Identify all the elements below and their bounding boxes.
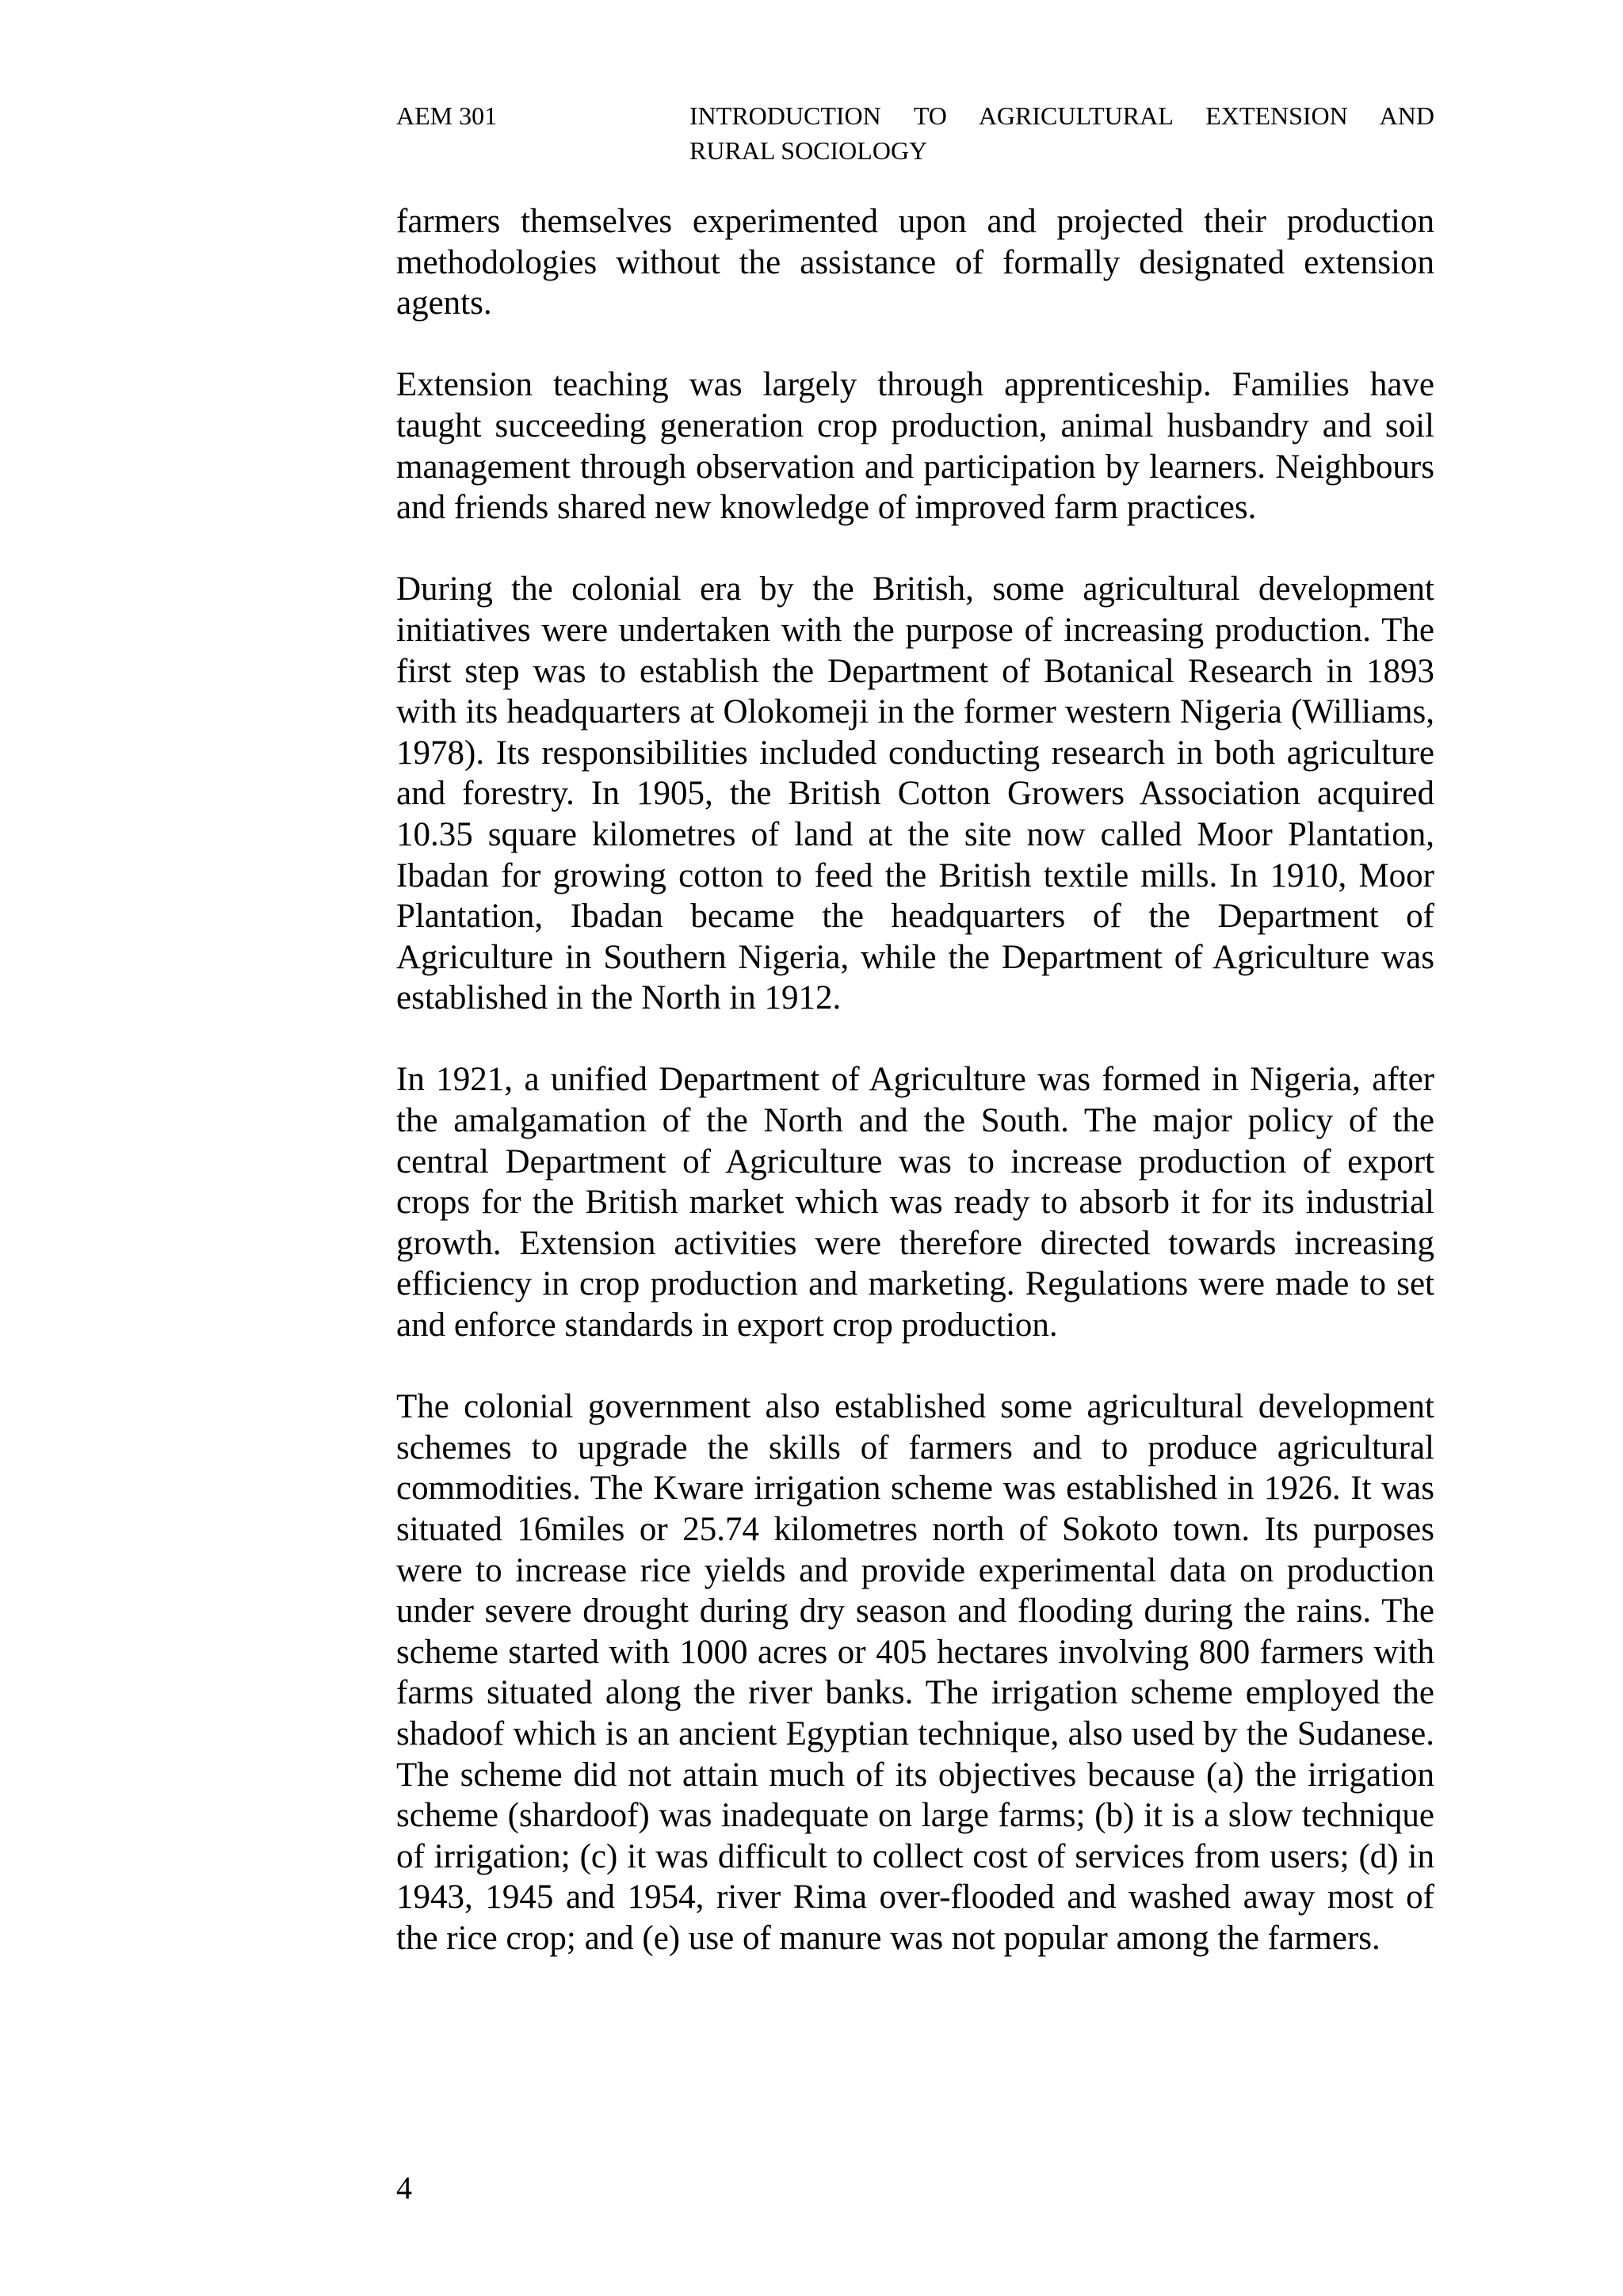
- course-title-line-1: INTRODUCTION TO AGRICULTURAL EXTENSION AND: [689, 101, 1434, 130]
- paragraph-unified-department: In 1921, a unified Department of Agriculture was formed in Nigeria, after the amalgamation of the North and the South. The major policy of the central Department of Agriculture was to increase production of export crops for the British market which was ready to absorb it for its industrial growth. Extension activities were therefore directed towards increasing efficiency in crop production and marketing. Regulations were made to set and enforce standards in export crop production.: [396, 1061, 1434, 1344]
- course-code: AEM 301: [396, 101, 498, 130]
- page-number: 4: [396, 2170, 412, 2206]
- course-title-line-2: RURAL SOCIOLOGY: [689, 136, 928, 165]
- paragraph-extension-teaching: Extension teaching was largely through apprenticeship. Families have taught succeeding generation crop production, animal husbandry and soil management through observation and participation by learners. Neighbours and friends shared new knowledge of improved farm practices.: [396, 366, 1434, 527]
- body-text: [396, 201, 1434, 2000]
- course-title: [689, 98, 1434, 168]
- paragraph-continuation: farmers themselves experimented upon and projected their production methodologies without the assistance of formally designated extension agents.: [396, 203, 1434, 322]
- paragraph-kware-irrigation: The colonial government also established some agricultural development schemes to upgrade the skills of farmers and to produce agricultural commodities. The Kware irrigation scheme was established in 1926. It was situated 16miles or 25.74 kilometres north of Sokoto town. Its purposes were to increase rice yields and provide experimental data on production under severe drought during dry season and flooding during the rains. The scheme started with 1000 acres or 405 hectares involving 800 farmers with farms situated along the river banks. The irrigation scheme employed the shadoof which is an ancient Egyptian technique, also used by the Sudanese. The scheme did not attain much of its objectives because (a) the irrigation scheme (shardoof) was inadequate on large farms; (b) it is a slow technique of irrigation; (c) it was difficult to collect cost of services from users; (d) in 1943, 1945 and 1954, river Rima over-flooded and washed away most of the rice crop; and (e) use of manure was not popular among the farmers.: [396, 1388, 1434, 1957]
- paragraph-colonial-era: During the colonial era by the British, some agricultural development initiatives were undertaken with the purpose of increasing production. The first step was to establish the Department of Botanical Research in 1893 with its headquarters at Olokomeji in the former western Nigeria (Williams, 1978). Its responsibilities included conducting research in both agriculture and forestry. In 1905, the British Cotton Growers Association acquired 10.35 square kilometres of land at the site now called Moor Plantation, Ibadan for growing cotton to feed the British textile mills. In 1910, Moor Plantation, Ibadan became the headquarters of the Department of Agriculture in Southern Nigeria, while the Department of Agriculture was established in the North in 1912.: [396, 570, 1434, 1017]
